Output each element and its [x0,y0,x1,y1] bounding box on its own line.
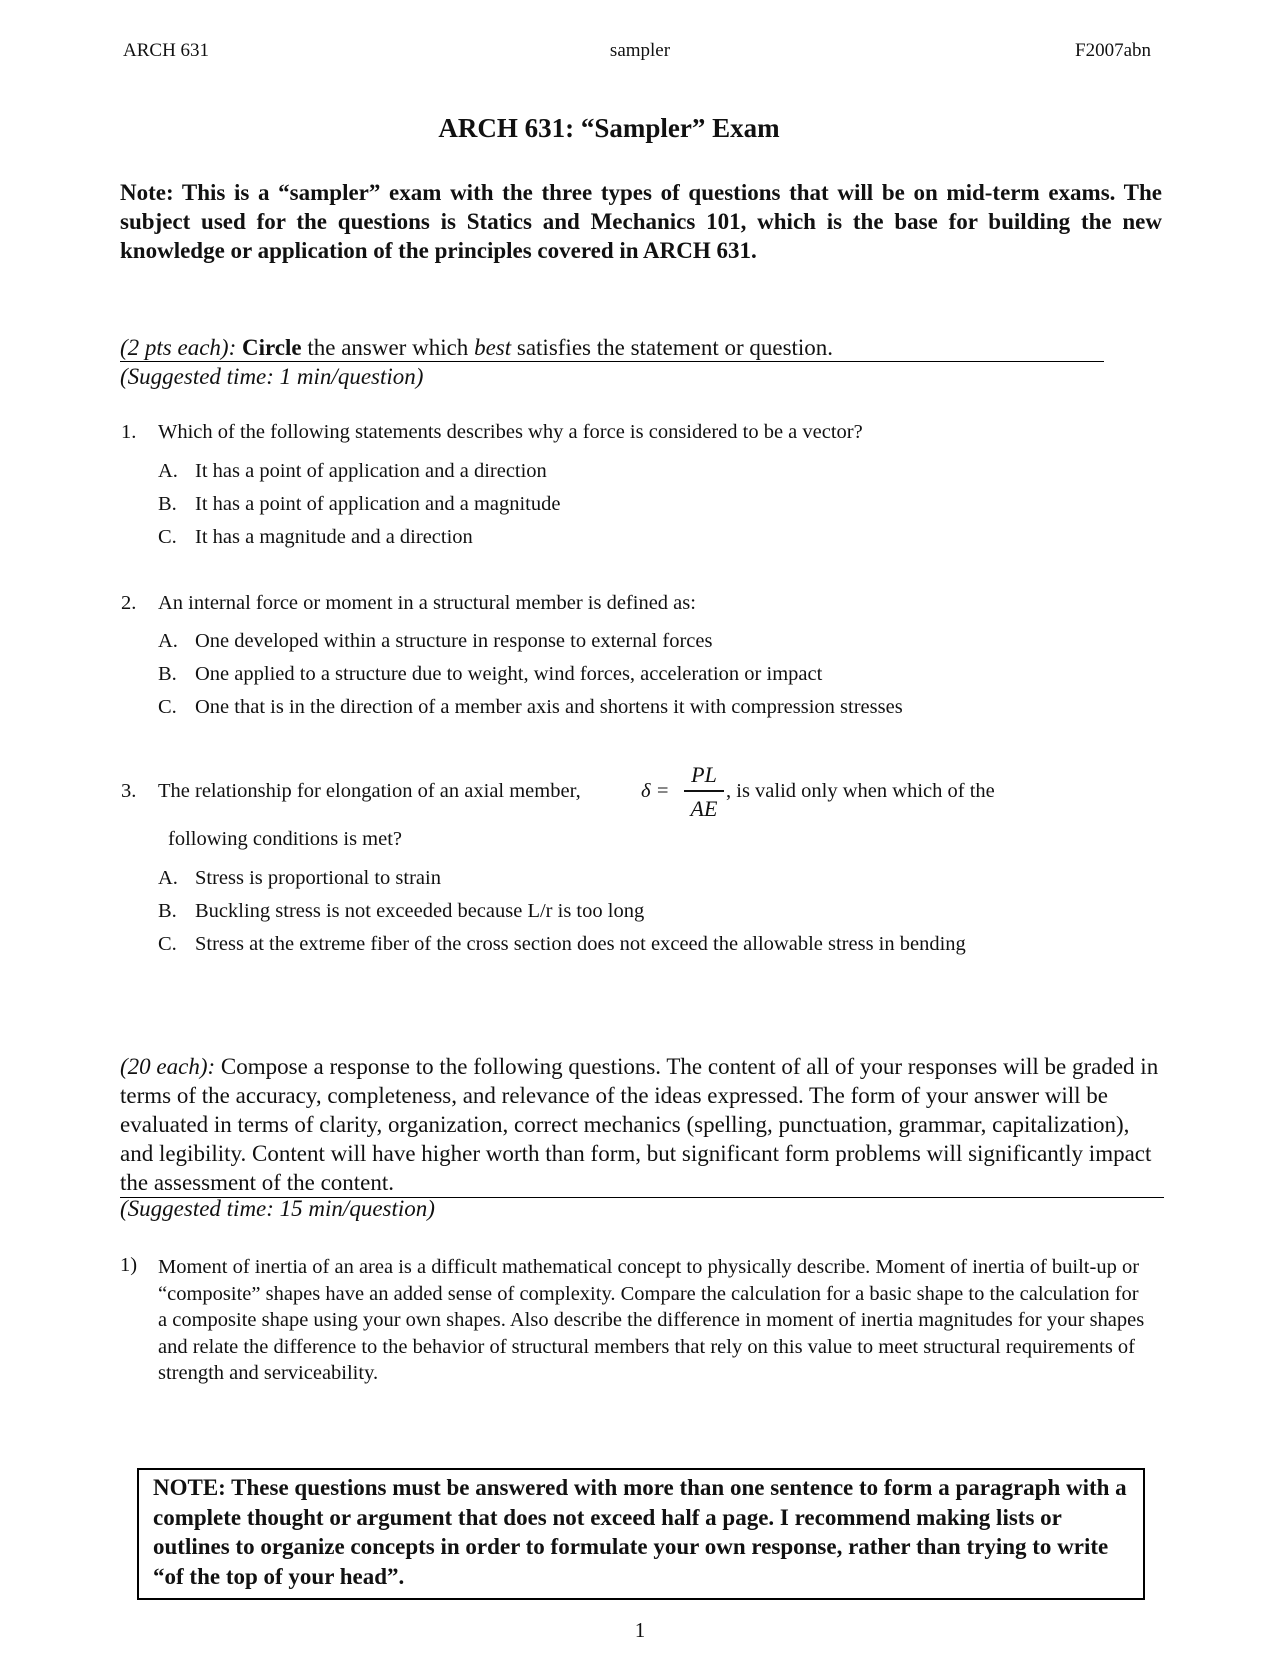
question-3-option-a: Stress is proportional to strain [195,867,441,889]
section2-instructions [120,1052,1164,1198]
section1-instr-a: the answer which [301,335,475,360]
question-1-option-a: It has a point of application and a direction [195,460,547,482]
question-3-text-b: , is valid only when which of the [726,780,995,802]
question-3-option-c: Stress at the extreme fiber of the cross section does not exceed the allowable stress in bending [195,933,966,955]
section2-suggested-time: (Suggested time: 15 min/question) [120,1196,435,1221]
section1-points: (2 pts each): [120,335,237,360]
question-2-number: 2. [121,592,137,614]
question-1-option-a-letter: A. [158,460,178,482]
section2-points: (20 each): [120,1054,216,1079]
question-3-option-b: Buckling stress is not exceeded because L/r is too long [195,900,645,922]
question-3-text-a: The relationship for elongation of an axial member, [158,780,581,802]
page-number: 1 [634,1618,646,1642]
question-1-option-b: It has a point of application and a magnitude [195,493,561,515]
section2-text: Compose a response to the following questions. The content of all of your responses will be graded in terms of the accuracy, completeness, and relevance of the ideas expressed. The form of your answer will be evaluated in terms of clarity, organization, correct mechanics (spelling, punctuation, grammar, capitalization), and legibility. Content will have higher worth than form, but significant form problems will significantly impact the assessment of the content. [120,1054,1159,1195]
delta-symbol: δ = [641,780,670,802]
question-2-option-c: One that is in the direction of a member axis and shortens it with compression stresses [195,696,903,718]
section1-instr-b: satisfies the statement or question. [511,335,834,360]
question-1-number: 1. [121,421,137,443]
header-code: F2007abn [1075,40,1151,61]
answer-guidance-box [137,1468,1145,1600]
section1-suggested-time: (Suggested time: 1 min/question) [120,364,424,389]
question-3-text-c: following conditions is met? [168,828,403,850]
header-center: sampler [609,40,671,61]
question-2-option-c-letter: C. [158,696,177,718]
section1-best: best [474,335,512,360]
question-2-option-b-letter: B. [158,663,177,685]
answer-guidance-text: NOTE: These questions must be answered with more than one sentence to form a paragraph with a complete thought or argument that does not exceed half a page. I recommend making lists or outlines to organize concepts in order to formulate your own response, rather than trying to write “of the top of your head”. [153,1475,1127,1589]
question-3-option-a-letter: A. [158,867,178,889]
formula-denominator: AE [690,796,718,821]
question-1-option-b-letter: B. [158,493,177,515]
question-2-option-b: One applied to a structure due to weight, wind forces, acceleration or impact [195,663,823,685]
question-3-option-c-letter: C. [158,933,177,955]
question-3-formula-symbol [641,780,670,803]
question-3-option-b-letter: B. [158,900,177,922]
section1-instructions [120,334,1104,362]
page-title: ARCH 631: “Sampler” Exam [438,113,780,143]
question-3-number: 3. [121,780,137,802]
question-1-text: Which of the following statements describes why a force is considered to be a vector? [158,421,863,443]
question-2-option-a-letter: A. [158,630,178,652]
formula-fraction-bar [684,790,724,792]
question-2-option-a: One developed within a structure in response to external forces [195,630,713,652]
essay-question-text: Moment of inertia of an area is a difficult mathematical concept to physically describe. Moment of inertia of built-up or “composite” shapes have an added sense of complexity. Compare the calculation for a basic shape to the calculation for a composite shape using your own shapes. Also describe the difference in moment of inertia magnitudes for your shapes and relate the difference to the behavior of structural members that rely on this value to meet structural requirements of strength and serviceability. [158,1256,1145,1384]
question-1-option-c-letter: C. [158,526,177,548]
question-1-option-c: It has a magnitude and a direction [195,526,473,548]
section1-circle: Circle [242,335,302,360]
essay-number: 1) [120,1254,138,1276]
formula-numerator: PL [691,762,717,787]
header-course: ARCH 631 [123,40,210,61]
question-2-text: An internal force or moment in a structural member is defined as: [158,592,696,614]
intro-note: Note: This is a “sampler” exam with the three types of questions that will be on mid-term exams. The subject used for the questions is Statics and Mechanics 101, which is the base for building the new knowledge or application of the principles covered in ARCH 631. [120,180,1162,263]
